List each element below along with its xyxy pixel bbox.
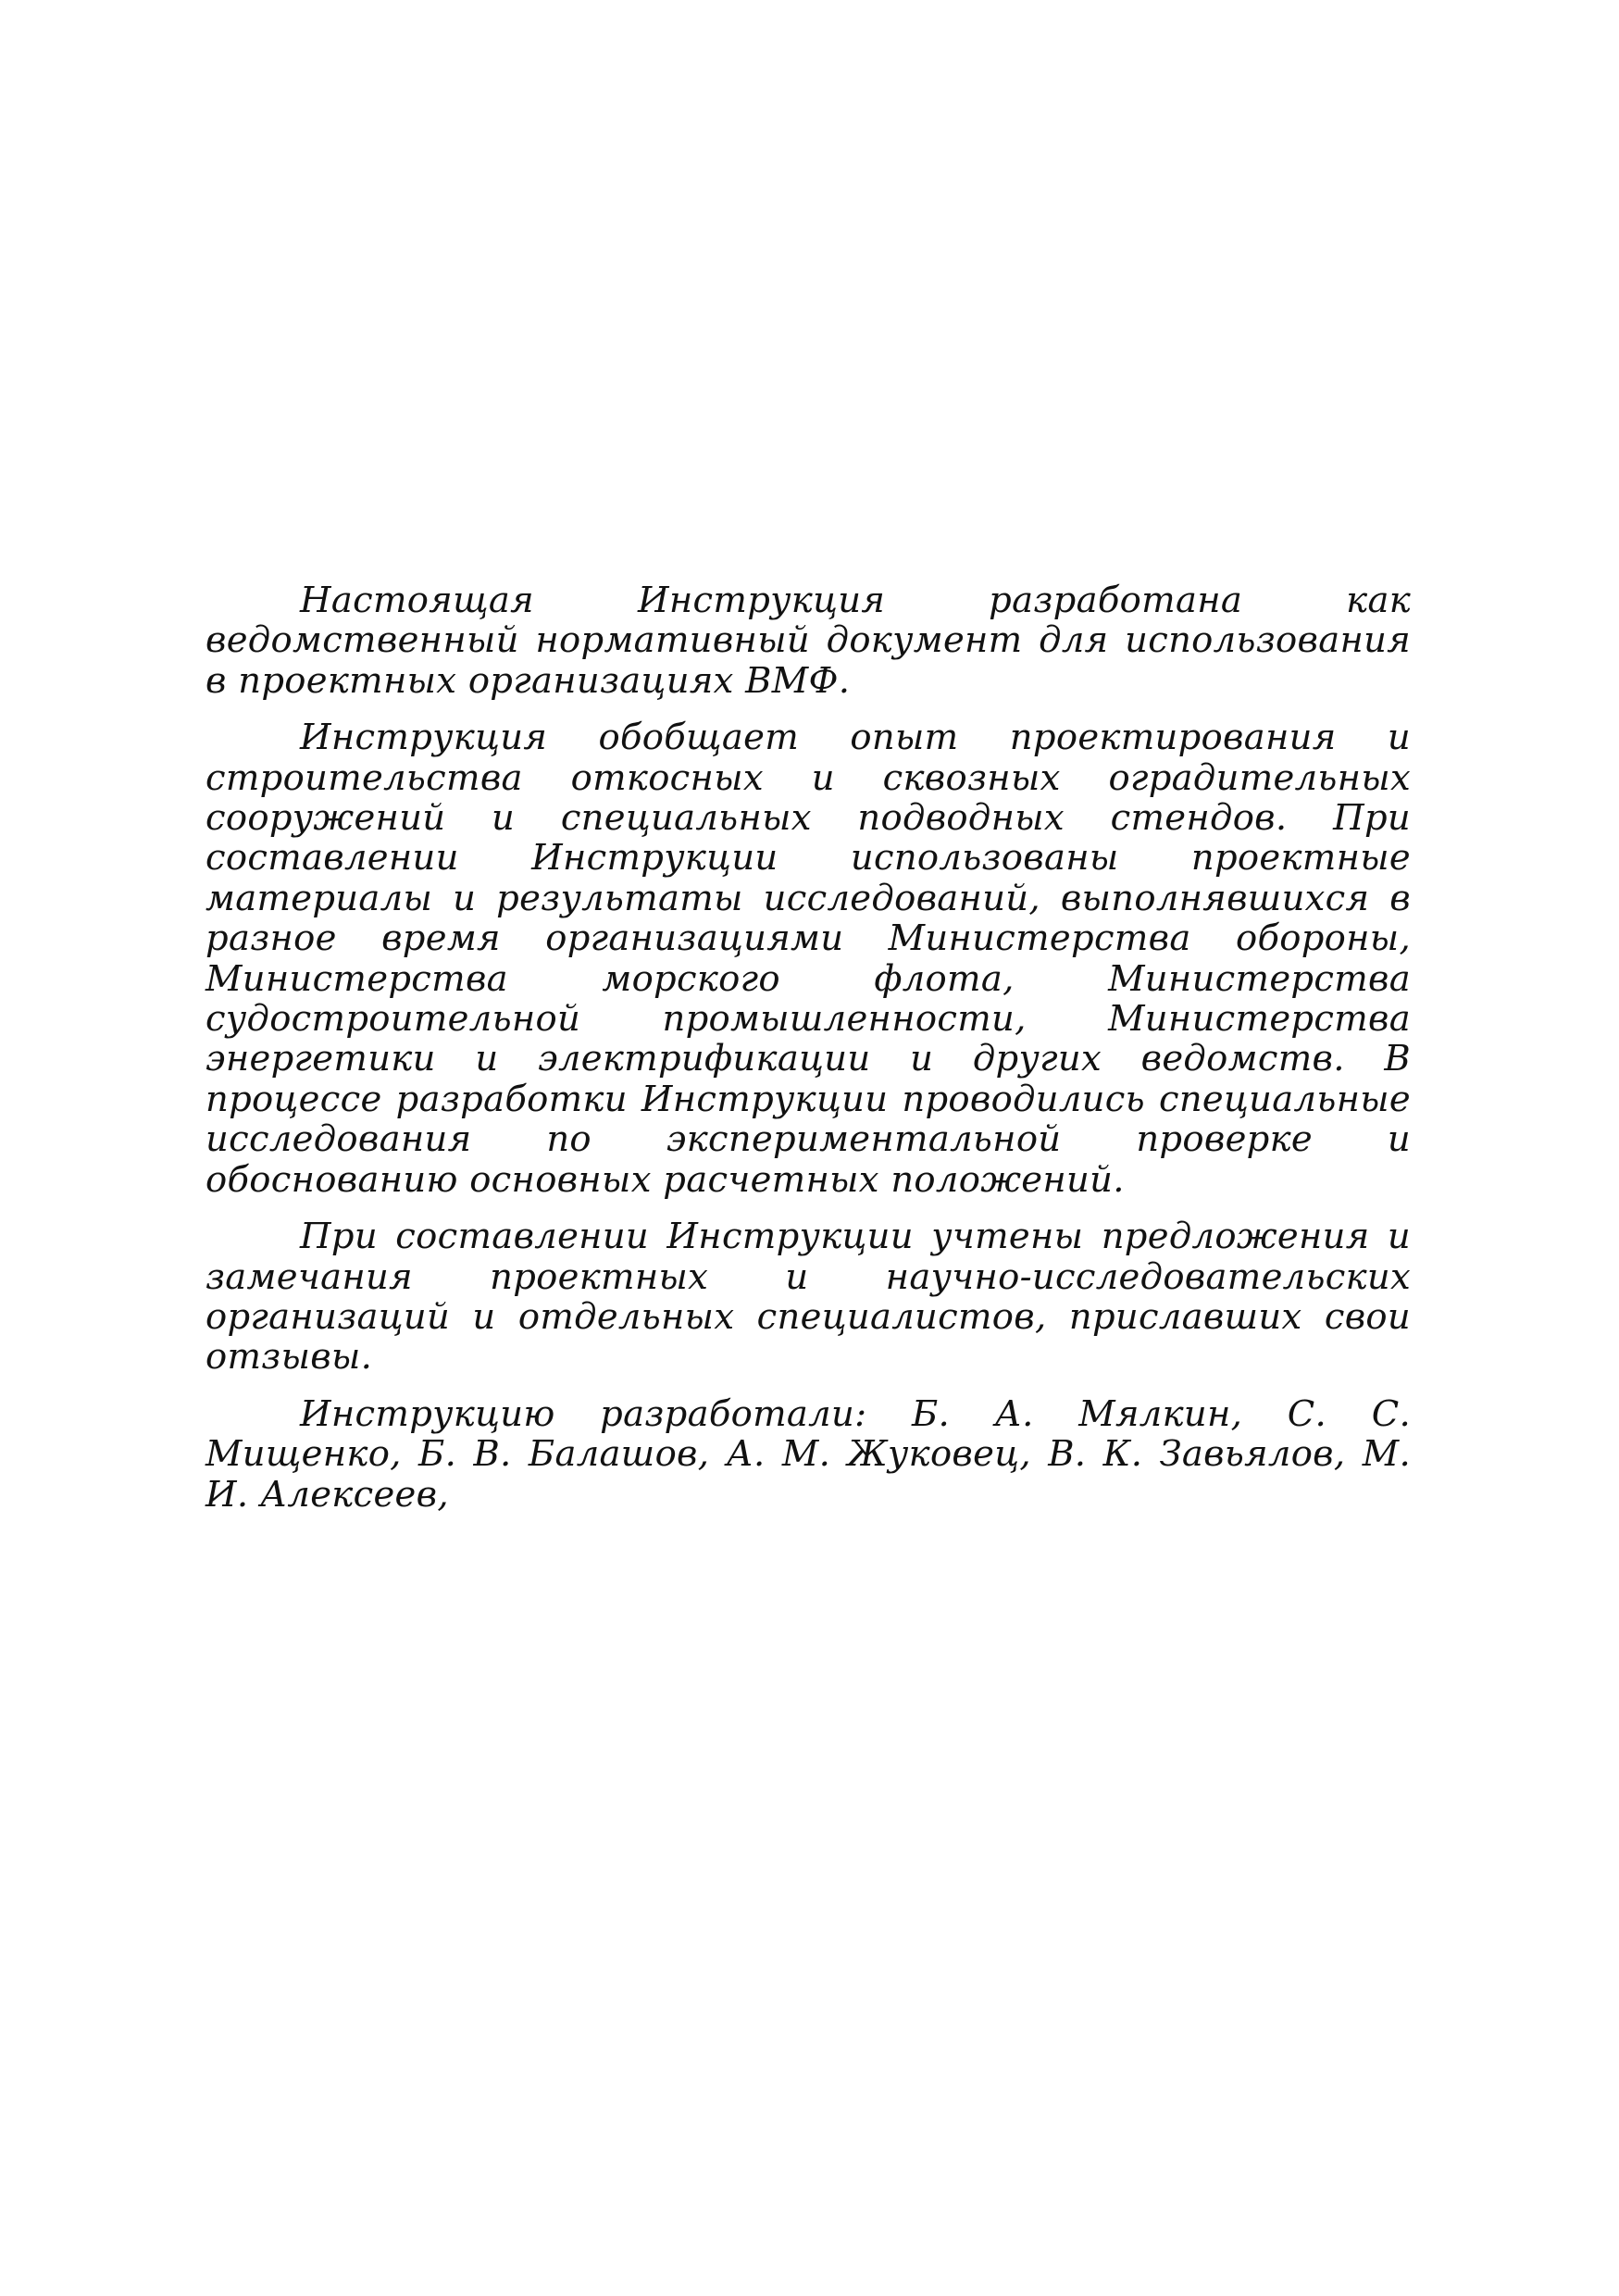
preface-paragraph-proposals: При составлении Инструкции учтены предложения и замечания проектных и научно-исследовательских организаций и отдельных специалистов, приславших свои отзывы.	[205, 1216, 1411, 1379]
preface-paragraph-authors: Инструкцию разработали: Б. А. Мялкин, С. С. Мищенко, Б. В. Балашов, А. М. Жуковец, В. К. Завьялов, М. И. Алексеев,	[205, 1392, 1411, 1516]
preface-text-block	[205, 580, 1411, 1531]
preface-paragraph-purpose: Настоящая Инструкция разработана как ведомственный нормативный документ для использования в проектных организациях ВМФ.	[205, 580, 1411, 702]
preface-paragraph-experience: Инструкция обобщает опыт проектирования и строительства откосных и сквозных оградительных сооружений и специальных подводных стендов. При составлении Инструкции использованы проектные материалы и результаты исследований, выполнявшихся в разное время организациями Министерства обороны, Министерства морского флота, Министерства судостроительной промышленности, Министерства энергетики и электрификации и других ведомств. В процессе разработки Инструкции проводились специальные исследования по экспериментальной проверке и обоснованию основных расчетных положений.	[205, 717, 1411, 1201]
